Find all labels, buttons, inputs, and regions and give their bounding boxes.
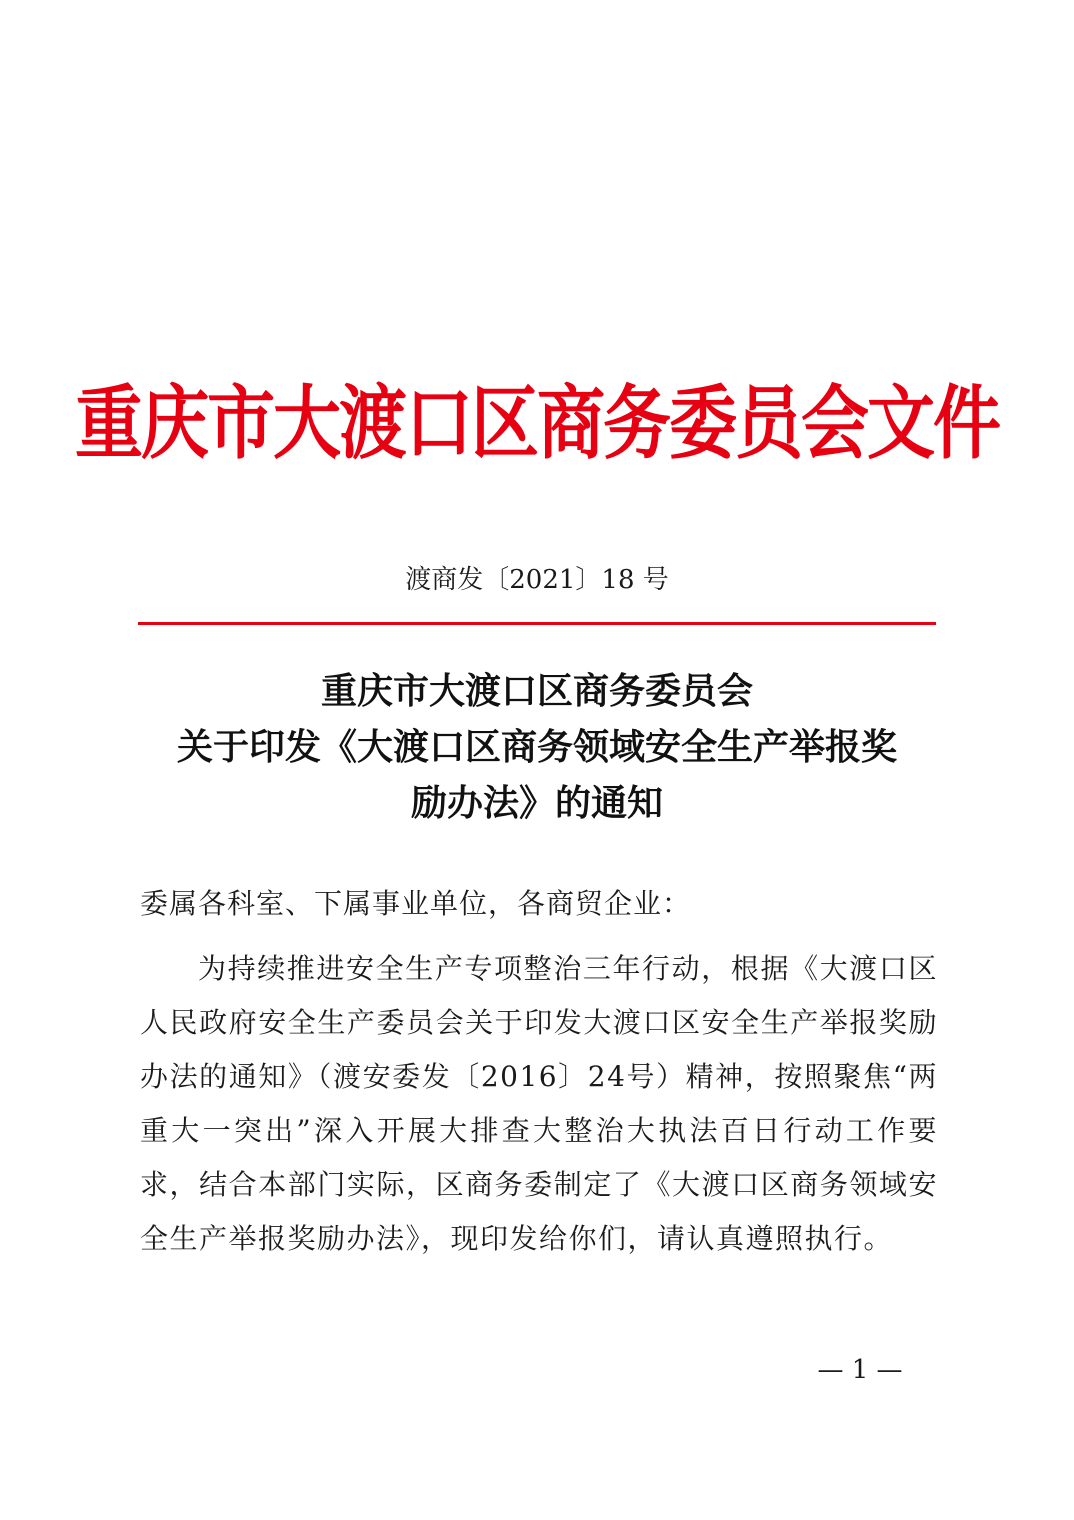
notice-title-line-1: 重庆市大渡口区商务委员会 [320,671,753,712]
notice-title-line-2: 关于印发《大渡口区商务领域安全生产举报奖 [176,727,897,768]
notice-title-line-3: 励办法》的通知 [410,783,663,824]
masthead-title: 重庆市大渡口区商务委员会文件 [74,377,999,471]
document-number: 渡商发〔2021〕18 号 [405,565,669,595]
red-divider-line [138,622,936,625]
notice-title [120,664,954,832]
page-number: — 1 — [817,1355,903,1385]
salutation: 委属各科室、下属事业单位，各商贸企业： [140,887,692,920]
body-paragraph: 为持续推进安全生产专项整治三年行动，根据《大渡口区人民政府安全生产委员会关于印发大渡口区安全生产举报奖励办法的通知》（渡安委发〔2016〕24号）精神，按照聚焦“两重大一突出”深入开展大排查大整治大执法百日行动工作要求，结合本部门实际，区商务委制定了《大渡口区商务领域安全生产举报奖励办法》，现印发给你们，请认真遵照执行。 [140,952,938,1255]
